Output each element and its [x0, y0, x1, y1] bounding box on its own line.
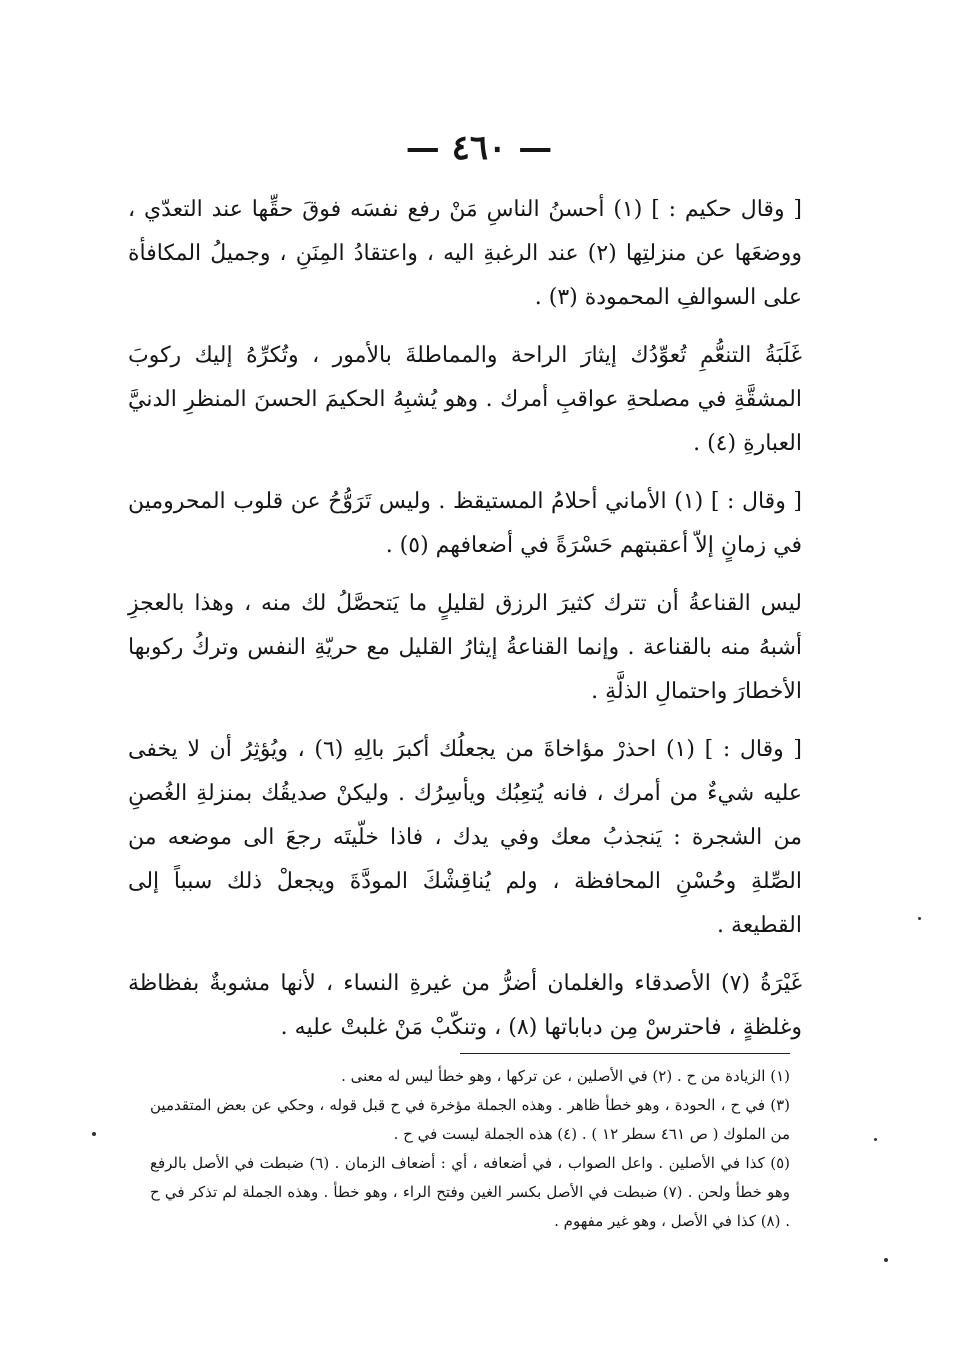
paragraph-3: [ وقال : ] (١) الأماني أحلامُ المستيقظ . وليس تَرَوُّحُ عن قلوب المحرومين في زمانٍ إلاّ أعقبتهم حَسْرَةً في أضعافهم (٥) .: [128, 489, 802, 558]
paragraph-6: غَيْرَةُ (٧) الأصدقاء والغلمان أضرُّ من غيرةِ النساء ، لأنها مشوبةٌ بفظاظة وغلظةٍ ، فاحترسْ مِن دباباتها (٨) ، وتنكّبْ مَنْ غلبتْ عليه .: [128, 971, 802, 1040]
scan-speck: [92, 1132, 96, 1136]
paragraph-5: [ وقال : ] (١) احذرْ مؤاخاةَ من يجعلُك أكبرَ بالِهِ (٦) ، ويُؤثِرُ أن لا يخفى عليه شيءٌ من أمرك ، فانه يُتعِبُك ويأسِرُك . وليكنْ صديقُك بمنزلةِ الغُصنِ من الشجرة : يَنجذبُ معك وفي يدك ، فاذا خلّيتَه رجعَ الى موضعه من الصِّلةِ وحُسْنِ المحافظة ، ولم يُناقِشْكَ المودَّةَ ويجعلْ ذلك سبباً إلى القطيعة .: [128, 737, 803, 938]
footnote-line: (٣) في ح ، الحودة ، وهو خطأ ظاهر . وهذه الجملة مؤخرة في ح قبل قوله ، وحكي عن بعض المتقدمين من الملوك ( ص ٤٦١ سطر ١٢ ) . (٤) هذه الجملة ليست في ح .: [150, 1096, 790, 1143]
page-number: — ٤٦٠ —: [405, 128, 553, 168]
paragraph-4: ليس القناعةُ أن تترك كثيرَ الرزق لقليلٍ ما يَتحصَّلُ لك منه ، وهذا بالعجزِ أشبهُ منه بالقناعة . وإنما القناعةُ إيثارُ القليل مع حريّةِ النفس وتركُ ركوبها الأخطارَ واحتمالِ الذلَّةِ .: [128, 591, 802, 704]
main-text: [128, 188, 802, 1064]
scan-speck: [874, 1138, 877, 1141]
scan-speck: [884, 1258, 888, 1262]
footnote-line: (١) الزيادة من ح . (٢) في الأصلين ، عن تركها ، وهو خطأ ليس له معنى .: [341, 1067, 790, 1085]
footnotes: [150, 1062, 790, 1236]
paragraph-2: غَلَبَةُ التنعُّمِ تُعوِّدُك إيثارَ الراحة والمماطلةَ بالأمور ، وتُكرِّهُ إليك ركوبَ المشقَّةِ في مصلحةِ عواقبِ أمرك . وهو يُشبِهُ الحكيمَ الحسنَ المنظرِ الدنيَّ العبارةِ (٤) .: [128, 343, 802, 456]
paragraph-1: [ وقال حكيم : ] (١) أحسنُ الناسِ مَنْ رفع نفسَه فوقَ حقِّها عند التعدّي ، ووضعَها عن منزلتِها (٢) عند الرغبةِ اليه ، واعتقادُ المِنَنِ ، وجميلُ المكافأة على السوالفِ المحمودة (٣) .: [128, 197, 802, 310]
footnote-line: (٥) كذا في الأصلين . واعل الصواب ، في أضعافه ، أي : أضعاف الزمان . (٦) ضبطت في الأصل بالرفع وهو خطأ ولحن . (٧) ضبطت في الأصل بكسر الغين وفتح الراء ، وهو خطأ . وهذه الجملة لم تذكر في ح . (٨) كذا في الأصل ، وهو غير مفهوم .: [150, 1154, 790, 1230]
footnote-divider: [460, 1053, 790, 1054]
scan-speck: [918, 917, 921, 920]
